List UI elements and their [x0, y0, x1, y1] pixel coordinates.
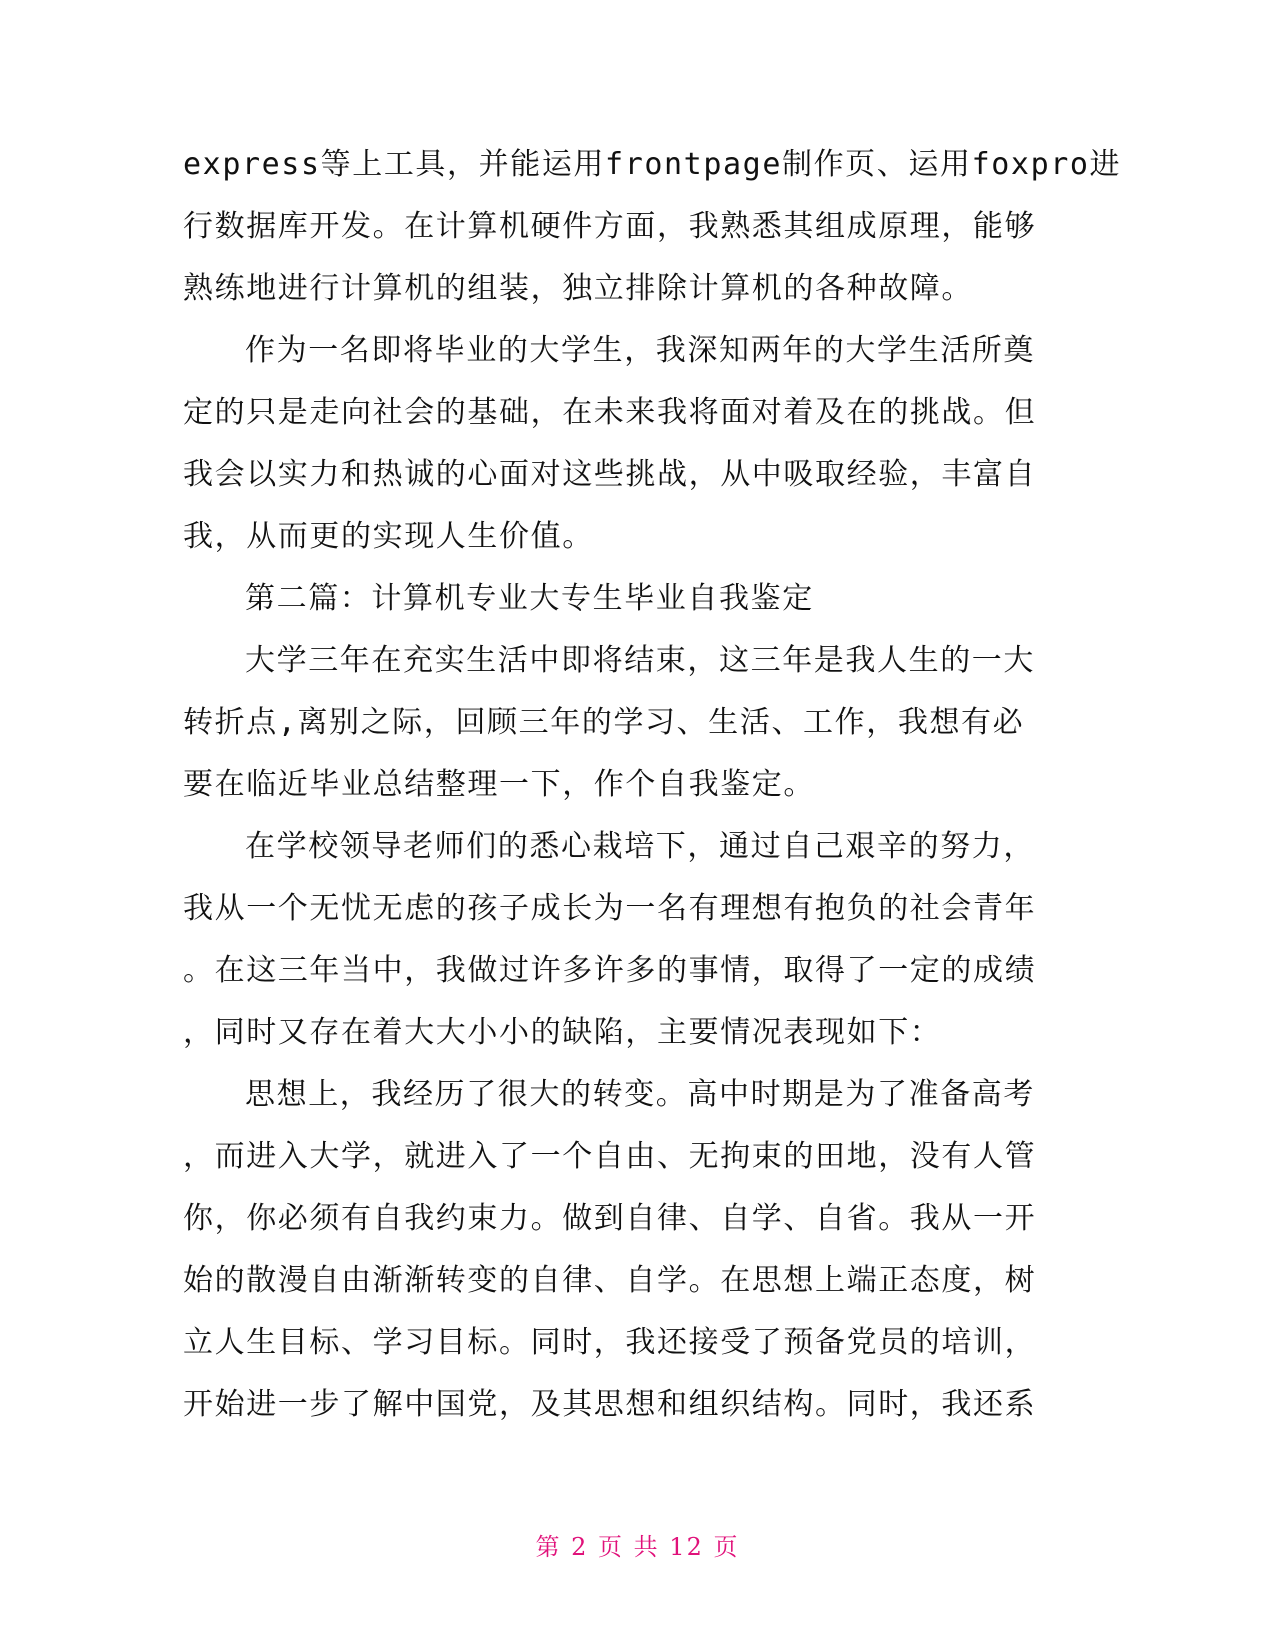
text-line: ，同时又存在着大大小小的缺陷，主要情况表现如下：	[183, 1015, 942, 1050]
text-line: 。在这三年当中，我做过许多许多的事情，取得了一定的成绩	[183, 953, 1037, 988]
text-line: 定的只是走向社会的基础，在未来我将面对着及在的挑战。但	[183, 395, 1037, 430]
section-heading: 第二篇：计算机专业大专生毕业自我鉴定	[245, 581, 814, 616]
text-line: 思想上，我经历了很大的转变。高中时期是为了准备高考	[245, 1077, 1035, 1112]
text-line: 大学三年在充实生活中即将结束，这三年是我人生的一大	[245, 643, 1035, 678]
text-line: 作为一名即将毕业的大学生，我深知两年的大学生活所奠	[245, 333, 1035, 368]
text-line: 始的散漫自由渐渐转变的自律、自学。在思想上端正态度，树	[183, 1263, 1037, 1298]
text-line: 熟练地进行计算机的组装，独立排除计算机的各种故障。	[183, 271, 973, 306]
text-line: 要在临近毕业总结整理一下，作个自我鉴定。	[183, 767, 815, 802]
page-number-footer: 第 2 页 共 12 页	[535, 1533, 740, 1561]
text-line: 我，从而更的实现人生价值。	[183, 519, 594, 554]
text-line: 行数据库开发。在计算机硬件方面，我熟悉其组成原理，能够	[183, 209, 1037, 244]
text-line: 开始进一步了解中国党，及其思想和组织结构。同时，我还系	[183, 1387, 1037, 1422]
text-line: 立人生目标、学习目标。同时，我还接受了预备党员的培训，	[183, 1325, 1037, 1360]
text-line: 你，你必须有自我约束力。做到自律、自学、自省。我从一开	[183, 1201, 1037, 1236]
text-line: ，而进入大学，就进入了一个自由、无拘束的田地，没有人管	[183, 1139, 1037, 1174]
text-line: 我从一个无忧无虑的孩子成长为一名有理想有抱负的社会青年	[183, 891, 1037, 926]
text-line: express等上工具，并能运用frontpage制作页、运用foxpro进	[183, 147, 1122, 182]
text-line: 转折点,离别之际，回顾三年的学习、生活、工作，我想有必	[183, 705, 1025, 740]
text-line: 在学校领导老师们的悉心栽培下，通过自己艰辛的努力，	[245, 829, 1035, 864]
text-line: 我会以实力和热诚的心面对这些挑战，从中吸取经验，丰富自	[183, 457, 1037, 492]
